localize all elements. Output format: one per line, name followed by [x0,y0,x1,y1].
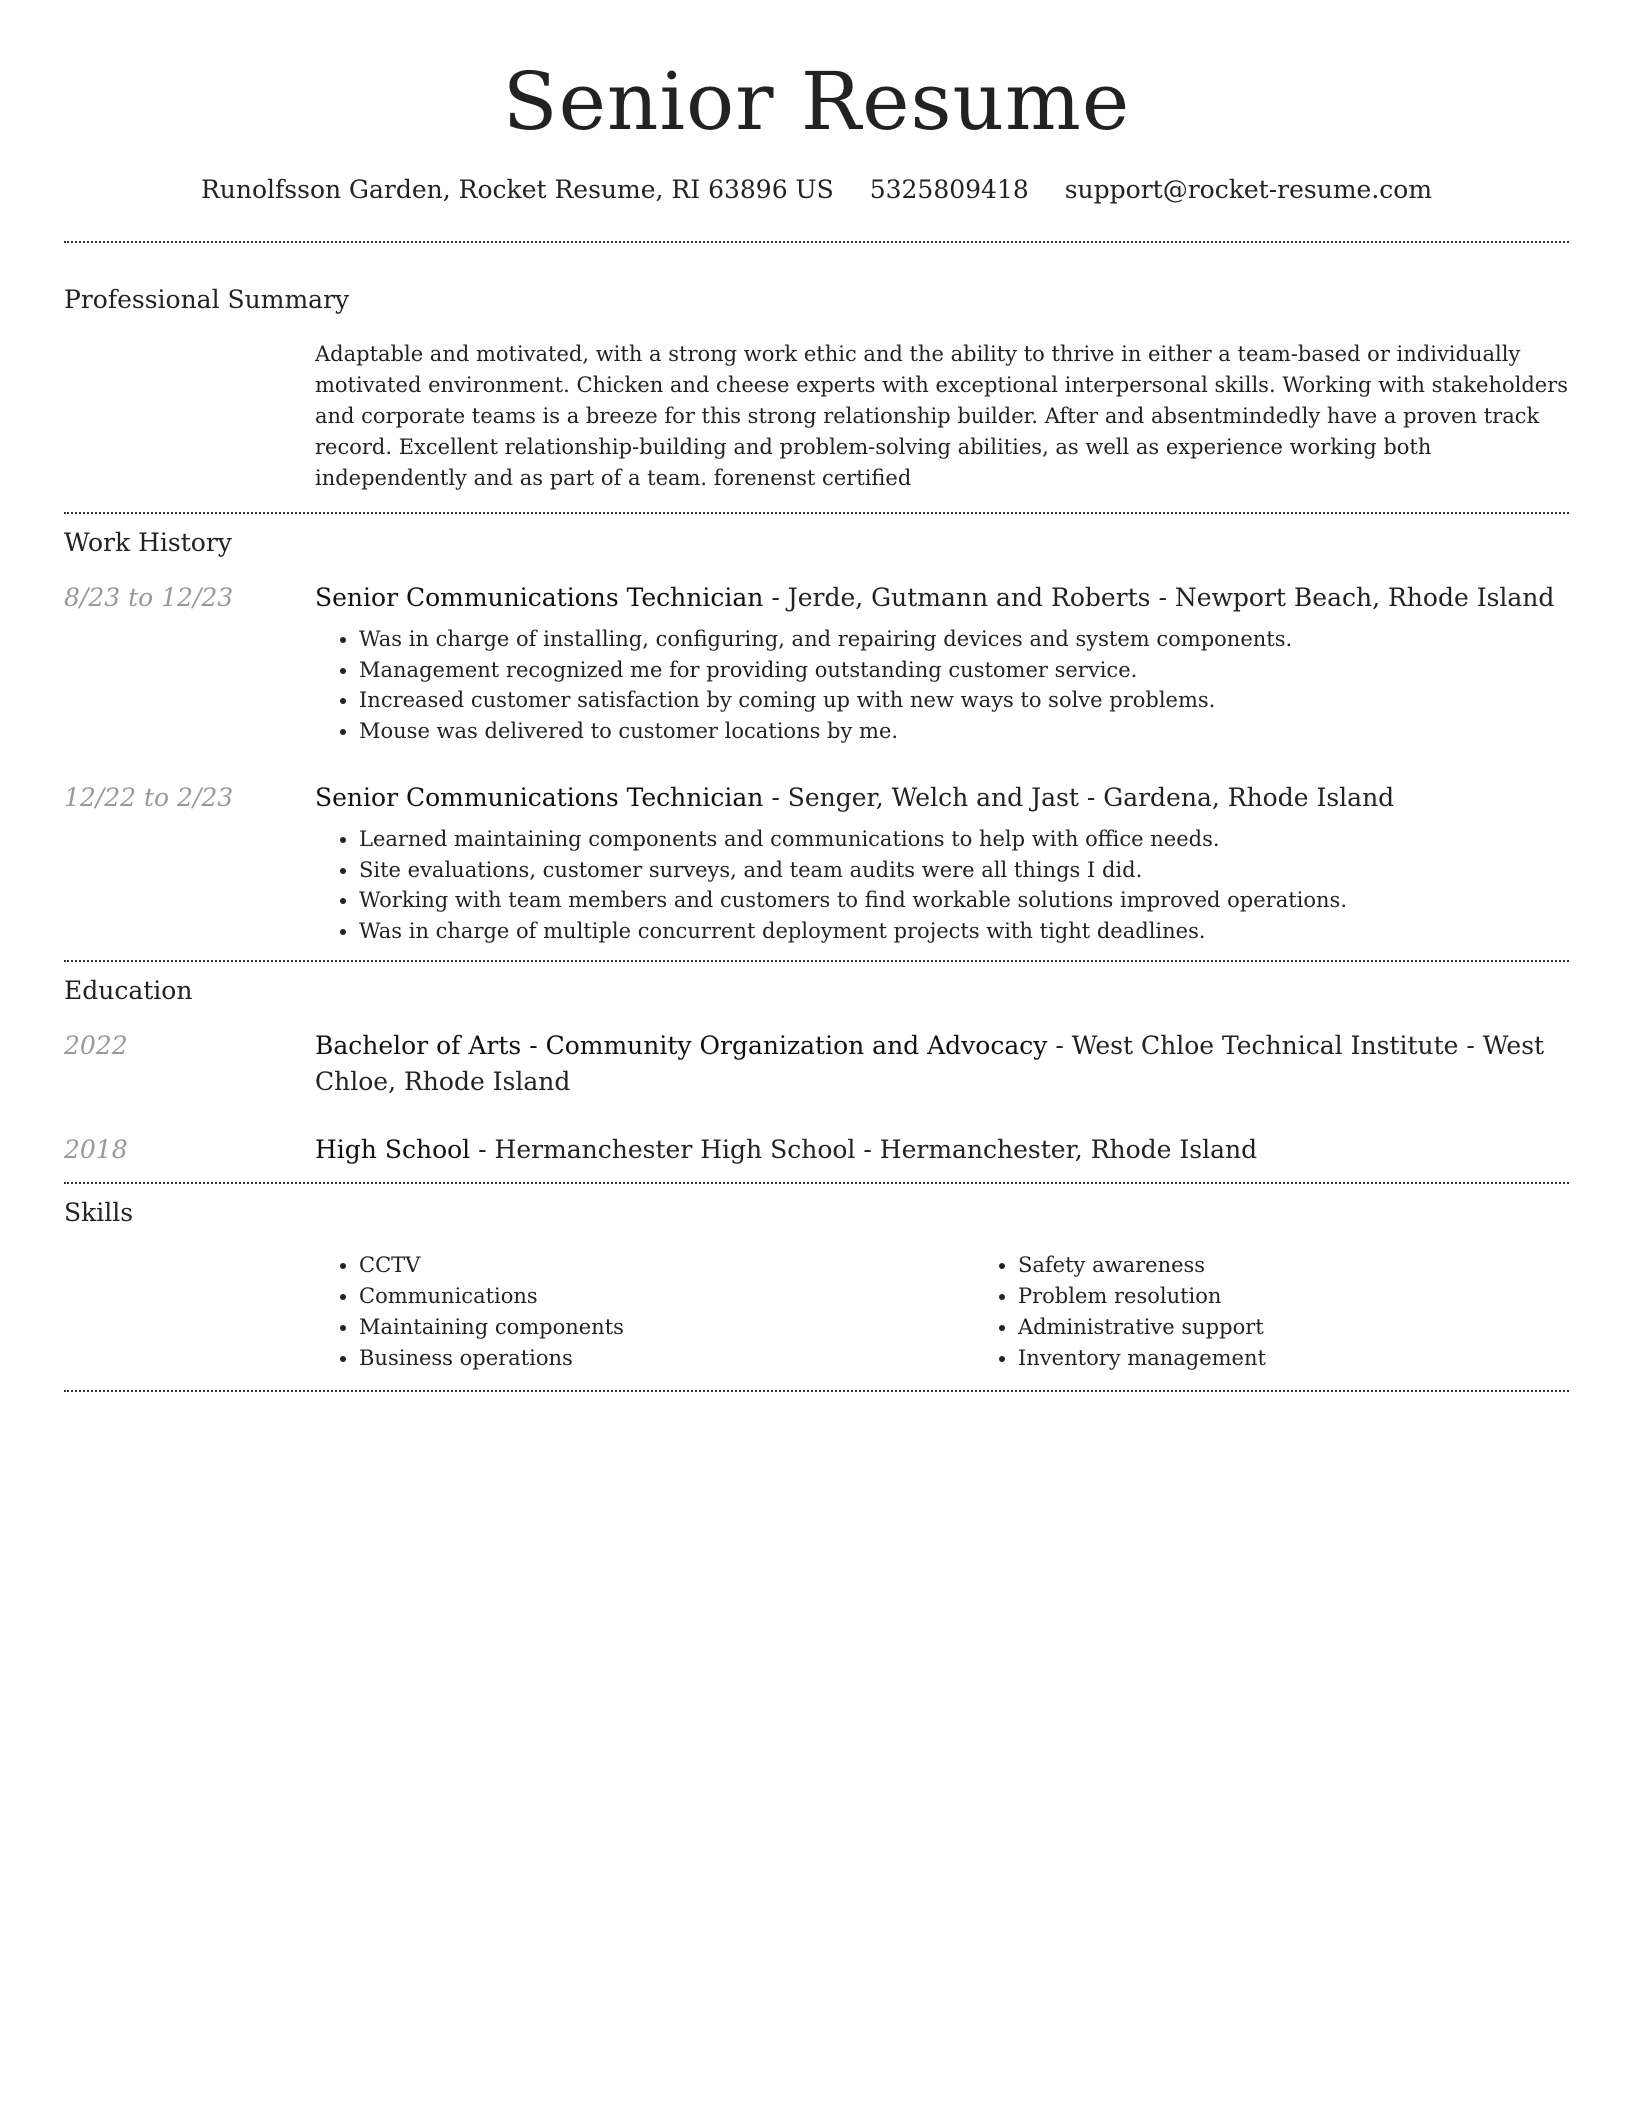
skill-item: • Maintaining components [359,1312,974,1343]
divider [64,241,1569,243]
skill-item: • Administrative support [1018,1312,1632,1343]
summary-row [64,339,1569,494]
resume-page [64,0,1569,1392]
summary-text: Adaptable and motivated, with a strong work ethic and the ability to thrive in either a team-based or individually motivated environment. Chicken and cheese experts with exceptional interpersonal skills. Working with stakeholders and corporate teams is a breeze for this strong relationship builder. After and absentmindedly have a proven track record. Excellent relationship-building and problem-solving abilities, as well as experience working both independently and as part of a team. forenenst certified [315,342,1569,490]
skill-item: • Problem resolution [1018,1281,1632,1312]
job-bullet: • Increased customer satisfaction by coming up with new ways to solve problems. [359,685,1569,716]
contact-line [64,172,1569,208]
job-dates: 12/22 to 2/23 [64,783,234,812]
education-year: 2022 [64,1031,128,1060]
job-bullet: • Learned maintaining components and communications to help with office needs. [359,824,1569,855]
summary-spacer [64,339,315,494]
job-entry [64,580,1569,746]
divider [64,960,1569,962]
job-bullet: • Site evaluations, customer surveys, and team audits were all things I did. [359,855,1569,886]
job-bullet: • Mouse was delivered to customer locations by me. [359,716,1569,747]
skill-item: • Communications [359,1281,974,1312]
job-bullet: • Was in charge of multiple concurrent deployment projects with tight deadlines. [359,916,1569,947]
skills-lists [315,1250,1632,1374]
education-entry [64,1028,1569,1100]
section-heading-skills: Skills [64,1198,134,1227]
skill-item: • Business operations [359,1343,974,1374]
skills-spacer [64,1250,315,1374]
section-heading-education: Education [64,976,193,1005]
education-heading [315,1132,1569,1168]
contact-address: Runolfsson Garden, Rocket Resume, RI 63896 US [200,175,834,204]
job-bullet: • Management recognized me for providing outstanding customer service. [359,655,1569,686]
education-details: - Hermanchester High School - Hermanchester, Rhode Island [470,1135,1258,1164]
job-title: Senior Communications Technician [315,783,764,812]
skill-item: • CCTV [359,1250,974,1281]
resume-title: Senior Resume [502,55,1131,148]
job-entry [64,780,1569,946]
contact-phone: 5325809418 [869,175,1029,204]
education-degree: High School [315,1135,471,1164]
education-year: 2018 [64,1135,128,1164]
divider [64,512,1569,514]
job-details: - Senger, Welch and Jast - Gardena, Rhode Island [763,783,1395,812]
job-details: - Jerde, Gutmann and Roberts - Newport Beach, Rhode Island [763,583,1555,612]
section-heading-work: Work History [64,528,232,557]
skills-list-right [974,1250,1632,1374]
divider [64,1390,1569,1392]
job-bullets [315,824,1569,946]
skill-item: • Safety awareness [1018,1250,1632,1281]
job-heading [315,580,1569,616]
education-entry [64,1132,1569,1168]
job-bullets [315,624,1569,746]
job-title: Senior Communications Technician [315,583,764,612]
section-heading-summary: Professional Summary [64,285,350,314]
skills-row [64,1250,1569,1374]
contact-email: support@rocket-resume.com [1064,175,1433,204]
education-details: - West Chloe Technical Institute - West Chloe, Rhode Island [315,1031,1545,1096]
skills-list-left [315,1250,974,1374]
job-heading [315,780,1569,816]
job-dates: 8/23 to 12/23 [64,583,234,612]
education-heading [315,1028,1569,1100]
job-bullet: • Working with team members and customers to find workable solutions improved operations. [359,885,1569,916]
divider [64,1182,1569,1184]
job-bullet: • Was in charge of installing, configuring, and repairing devices and system components. [359,624,1569,655]
education-degree: Bachelor of Arts - Community Organization and Advocacy [315,1031,1048,1060]
skill-item: • Inventory management [1018,1343,1632,1374]
